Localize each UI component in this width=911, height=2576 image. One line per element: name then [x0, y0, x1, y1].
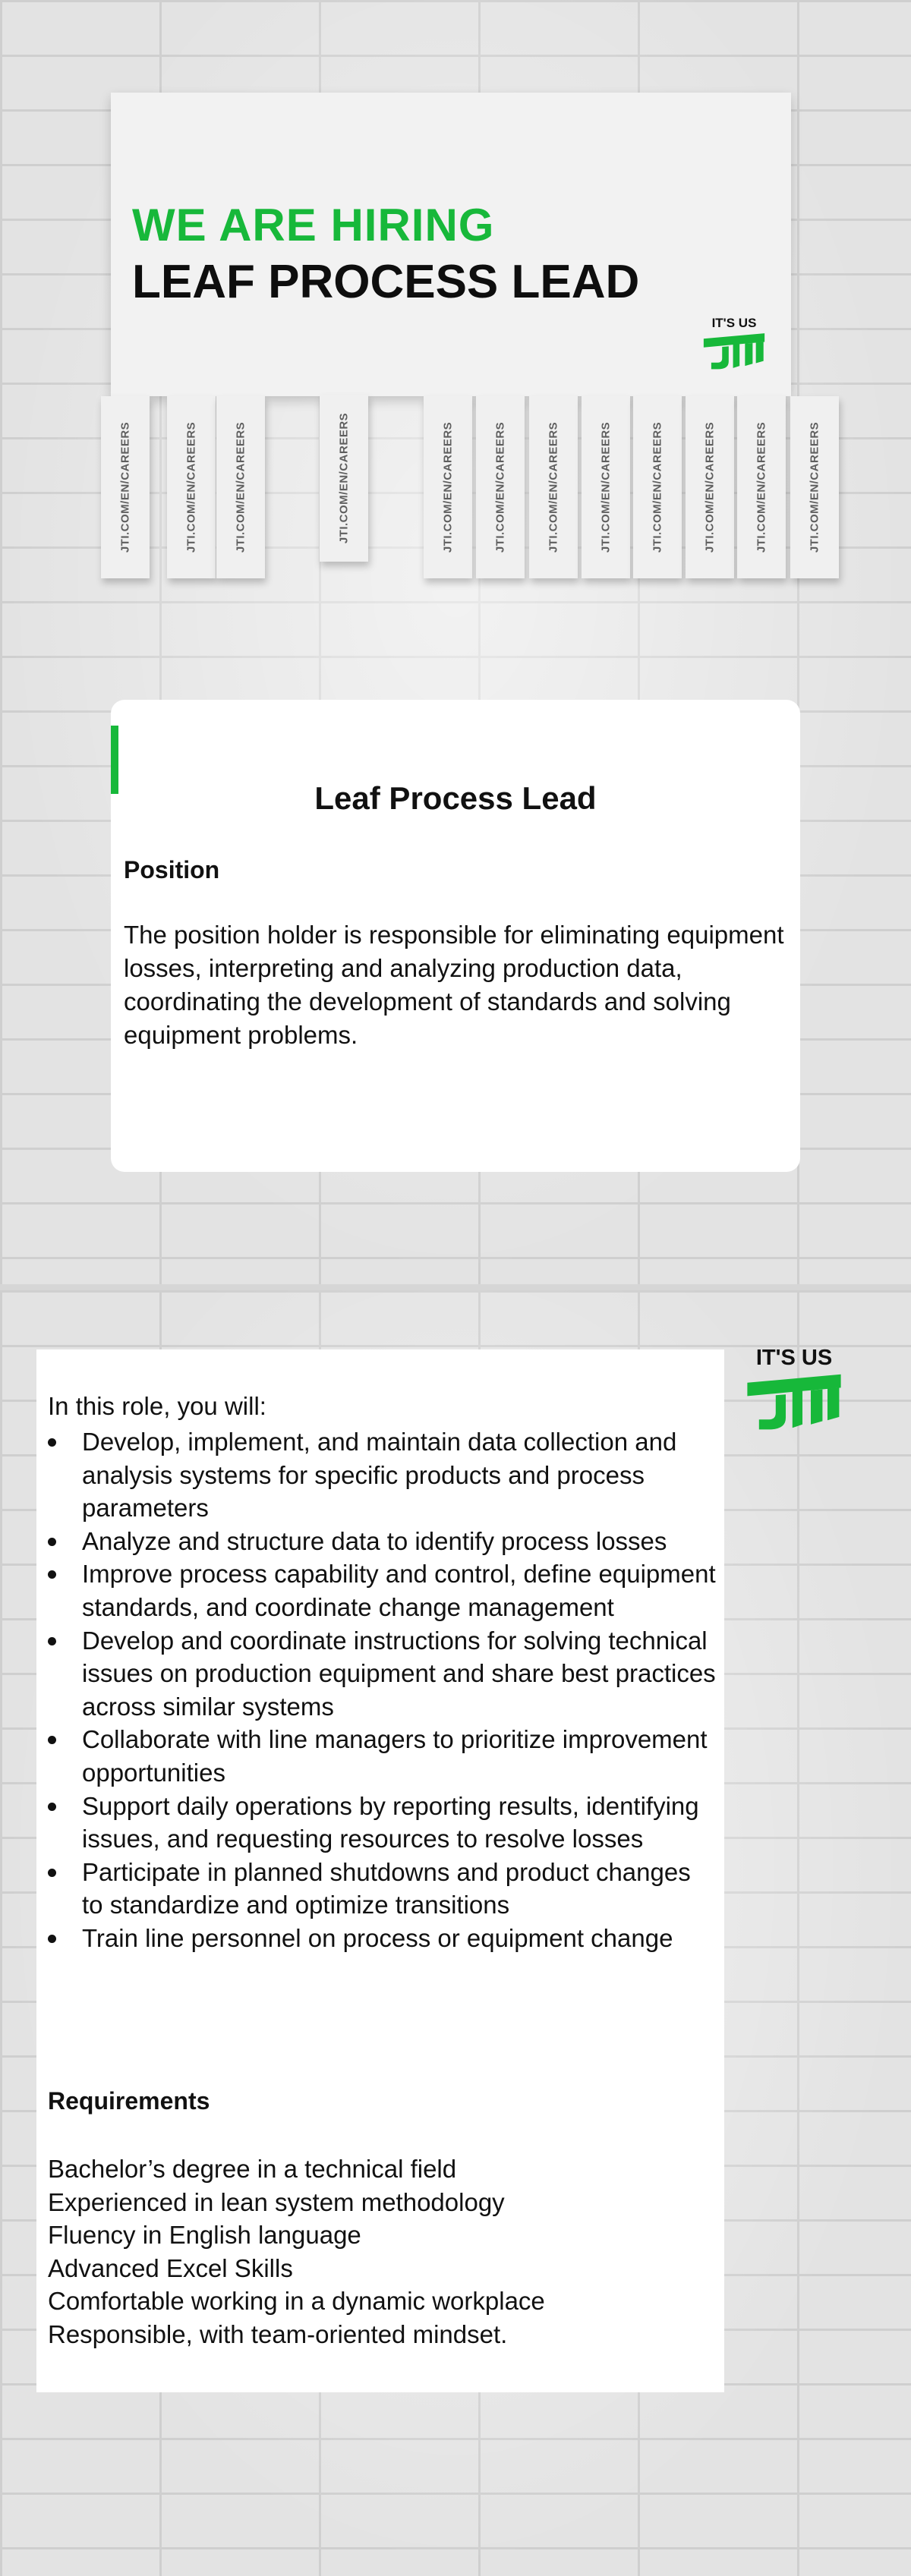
panel-divider — [0, 1284, 911, 1290]
tab-url-text: JTI.COM/EN/CAREERS — [337, 412, 351, 544]
responsibilities-list — [48, 1425, 716, 1955]
logo-slogan-large: IT'S US — [755, 1346, 833, 1370]
tab-url-text: JTI.COM/EN/CAREERS — [184, 421, 198, 553]
requirements-list — [48, 2152, 545, 2351]
jti-logo-large — [744, 1346, 844, 1431]
tab-url-text: JTI.COM/EN/CAREERS — [599, 421, 613, 553]
bullet-icon — [48, 1803, 56, 1811]
tear-off-tab — [101, 396, 150, 578]
tear-off-tab — [424, 396, 472, 578]
list-item — [48, 1723, 716, 1789]
bullet-icon — [48, 1538, 56, 1546]
tab-url-text: JTI.COM/EN/CAREERS — [493, 421, 507, 553]
list-item — [48, 1790, 716, 1856]
job-title: Leaf Process Lead — [314, 780, 597, 816]
position-description: The position holder is responsible for eliminating equipment losses, interpreting and analyzing production data, coordinating the development of standards and solving equipment problems. — [124, 921, 784, 1049]
bullet-text: Support daily operations by reporting results, identifying issues, and requesting resources to resolve losses — [82, 1791, 699, 1853]
job-details-card — [36, 1349, 724, 2392]
requirements-title: Requirements — [48, 2087, 210, 2115]
bullet-icon — [48, 1736, 56, 1744]
bullet-text: Collaborate with line managers to prioritize improvement opportunities — [82, 1725, 708, 1787]
bullet-icon — [48, 1438, 56, 1447]
hiring-panel — [0, 0, 911, 1284]
bullet-text: Improve process capability and control, define equipment standards, and coordinate change management — [82, 1560, 716, 1621]
bullet-text: Participate in planned shutdowns and product changes to standardize and optimize transitions — [82, 1857, 691, 1919]
role-headline: LEAF PROCESS LEAD — [132, 256, 640, 308]
requirement-item: Fluency in English language — [48, 2221, 361, 2250]
requirement-item: Advanced Excel Skills — [48, 2253, 293, 2282]
tab-url-text: JTI.COM/EN/CAREERS — [703, 421, 717, 553]
tear-off-tab — [216, 396, 265, 578]
list-item — [48, 1425, 716, 1525]
requirement-item: Bachelor’s degree in a technical field — [48, 2155, 457, 2183]
tear-off-tab — [320, 395, 368, 562]
job-summary-card — [111, 700, 800, 1172]
jti-logo-mark-icon — [744, 1371, 844, 1431]
tear-off-tab — [529, 396, 578, 578]
bullet-text: Develop, implement, and maintain data collection and analysis systems for specific products and process parameters — [82, 1428, 677, 1523]
tear-off-tab — [790, 396, 839, 578]
tear-off-tab — [633, 396, 682, 578]
bullet-icon — [48, 1637, 56, 1645]
tab-url-text: JTI.COM/EN/CAREERS — [441, 421, 455, 553]
tear-off-tab — [582, 396, 630, 578]
tab-url-text: JTI.COM/EN/CAREERS — [651, 421, 664, 553]
bullet-icon — [48, 1570, 56, 1579]
list-item — [48, 1624, 716, 1724]
responsibilities-intro: In this role, you will: — [48, 1392, 266, 1420]
tear-off-tab — [686, 396, 734, 578]
tear-off-tab — [476, 396, 525, 578]
tab-url-text: JTI.COM/EN/CAREERS — [755, 421, 768, 553]
position-label: Position — [124, 856, 220, 883]
logo-slogan: IT'S US — [711, 316, 757, 330]
hiring-headline: WE ARE HIRING — [132, 200, 495, 250]
tear-off-tabs — [0, 0, 911, 607]
bullet-text: Develop and coordinate instructions for solving technical issues on production equipment and share best practices across similar systems — [82, 1626, 716, 1721]
bullet-icon — [48, 1935, 56, 1943]
requirement-item: Responsible, with team-oriented mindset. — [48, 2319, 508, 2348]
tab-url-text: JTI.COM/EN/CAREERS — [547, 421, 560, 553]
list-item — [48, 1557, 716, 1623]
tear-off-tab — [737, 396, 786, 578]
tear-off-tab — [167, 396, 216, 578]
requirement-item: Experienced in lean system methodology — [48, 2187, 505, 2216]
requirement-item: Comfortable working in a dynamic workplace — [48, 2287, 545, 2316]
bullet-icon — [48, 1869, 56, 1877]
bullet-text: Analyze and structure data to identify process losses — [82, 1526, 667, 1555]
tab-url-text: JTI.COM/EN/CAREERS — [808, 421, 821, 553]
list-item — [48, 1525, 716, 1558]
tab-url-text: JTI.COM/EN/CAREERS — [118, 421, 132, 553]
list-item — [48, 1922, 716, 1955]
tab-url-text: JTI.COM/EN/CAREERS — [234, 421, 247, 553]
list-item — [48, 1856, 716, 1922]
bullet-text: Train line personnel on process or equipment change — [82, 1923, 673, 1952]
